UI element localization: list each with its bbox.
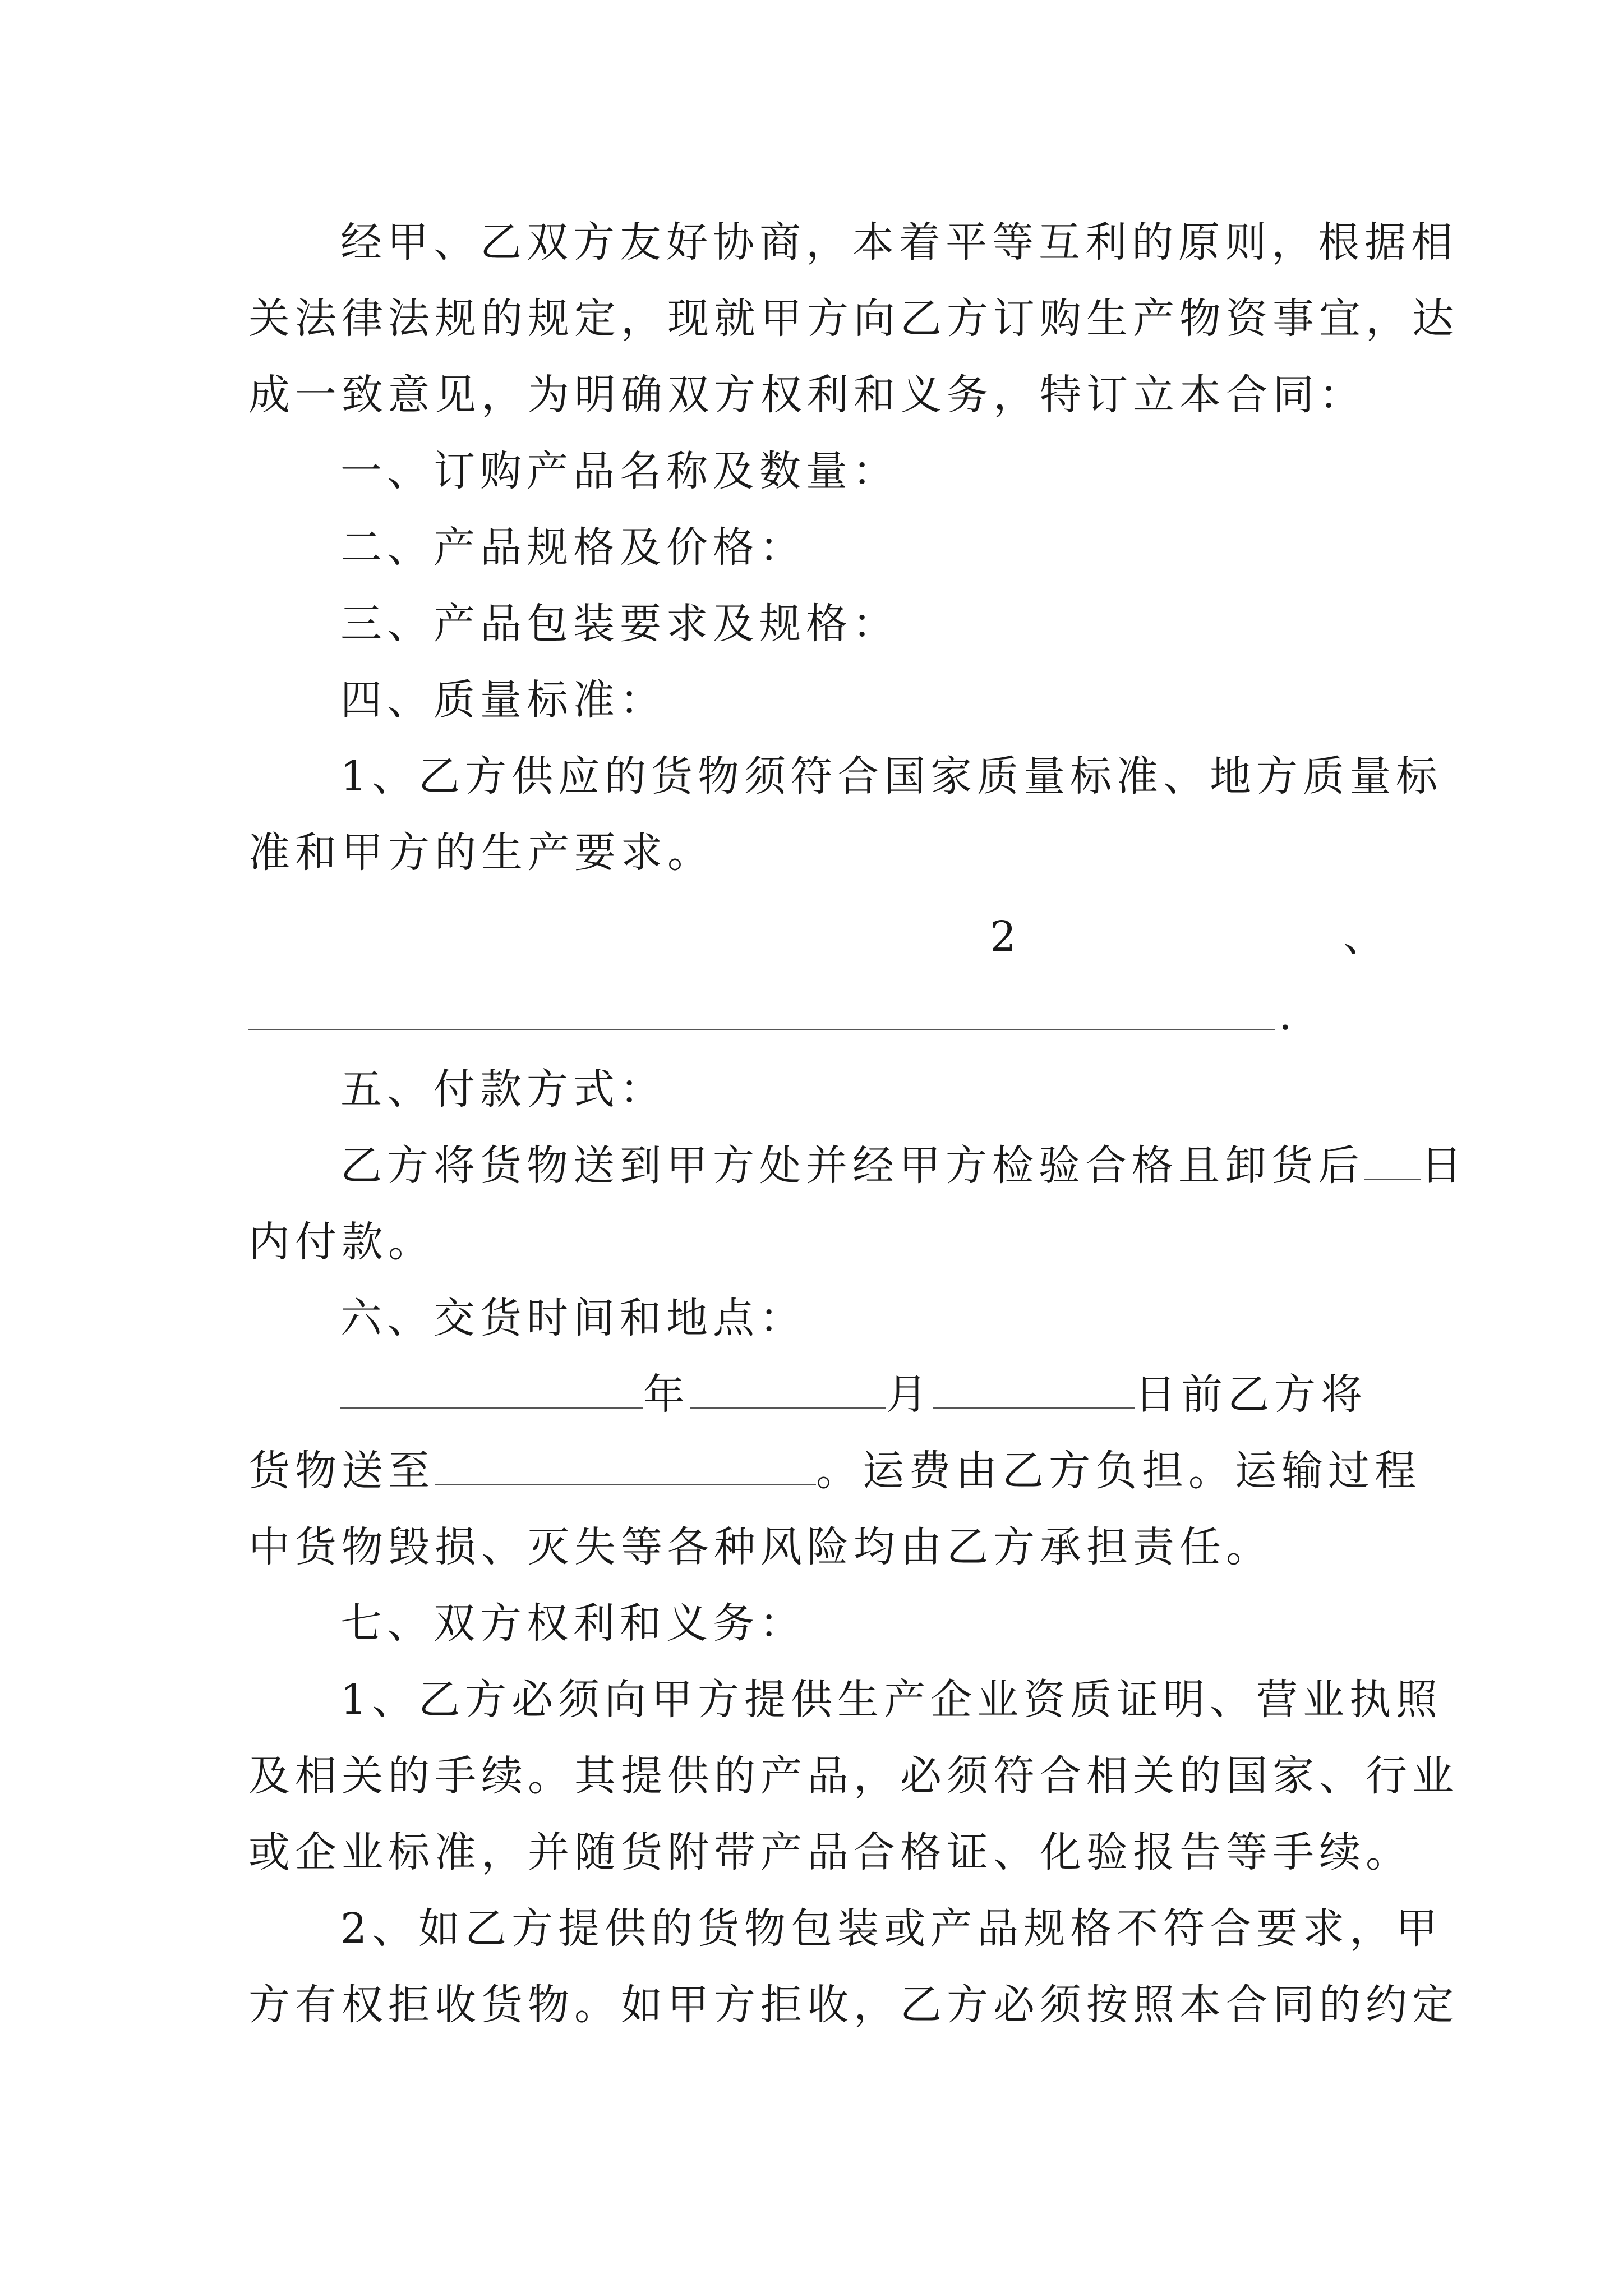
delivery-day-blank[interactable] — [933, 1368, 1135, 1409]
payment-days-blank[interactable] — [1364, 1139, 1421, 1180]
intro-line-3: 成一致意见，为明确双方权利和义务，特订立本合同： — [248, 371, 1366, 419]
quality-item-2-number: 2 — [990, 913, 1017, 961]
delivery-year-label: 年 — [643, 1370, 690, 1419]
delivery-day-text: 日前乙方将 — [1135, 1370, 1367, 1419]
intro-line-1: 经甲、乙双方友好协商，本着平等互利的原则，根据相 — [340, 218, 1458, 266]
payment-line-1-text: 乙方将货物送到甲方处并经甲方检验合格且卸货后 — [340, 1142, 1364, 1190]
delivery-risk-line: 中货物毁损、灭失等各种风险均由乙方承担责任。 — [248, 1523, 1272, 1571]
section-5-heading: 五、付款方式： — [340, 1065, 666, 1114]
delivery-place-blank[interactable] — [435, 1444, 816, 1485]
delivery-month-label: 月 — [886, 1370, 933, 1419]
rights-item-2-line-2: 方有权拒收货物。如甲方拒收，乙方必须按照本合同的约定 — [248, 1981, 1459, 2029]
delivery-place-after: 。运费由乙方负担。运输过程 — [816, 1447, 1421, 1495]
payment-line-1-end: 日 — [1421, 1142, 1467, 1190]
section-4-heading: 四、质量标准： — [340, 676, 666, 724]
section-3-heading: 三、产品包装要求及规格： — [340, 600, 899, 648]
rights-item-1-line-3: 或企业标准，并随货附带产品合格证、化验报告等手续。 — [248, 1828, 1412, 1876]
section-1-heading: 一、订购产品名称及数量： — [340, 447, 899, 495]
payment-line-2: 内付款。 — [248, 1218, 435, 1266]
quality-item-1-line-1: 1、乙方供应的货物须符合国家质量标准、地方质量标 — [340, 752, 1443, 800]
payment-line-1 — [340, 1138, 1467, 1194]
quality-item-2-mark: 、 — [1343, 913, 1385, 961]
section-7-heading: 七、双方权利和义务： — [340, 1599, 806, 1648]
delivery-month-blank[interactable] — [690, 1368, 886, 1409]
section-2-heading: 二、产品规格及价格： — [340, 523, 806, 572]
section-6-heading: 六、交货时间和地点： — [340, 1294, 806, 1342]
rights-item-1-line-1: 1、乙方必须向甲方提供生产企业资质证明、营业执照 — [340, 1676, 1443, 1724]
quality-item-2-end: . — [1279, 991, 1292, 1039]
rights-item-1-line-2: 及相关的手续。其提供的产品，必须符合相关的国家、行业 — [248, 1752, 1459, 1800]
delivery-place-line — [248, 1443, 1421, 1499]
quality-item-1-line-2: 准和甲方的生产要求。 — [248, 829, 714, 877]
delivery-year-blank[interactable] — [340, 1368, 643, 1409]
rights-item-2-line-1: 2、如乙方提供的货物包装或产品规格不符合要求，甲 — [340, 1904, 1443, 1953]
quality-item-2-blank — [248, 1029, 1275, 1030]
delivery-place-label: 货物送至 — [248, 1447, 435, 1495]
delivery-date-line — [340, 1366, 1387, 1423]
intro-line-2: 关法律法规的规定，现就甲方向乙方订购生产物资事宜，达 — [248, 295, 1459, 343]
